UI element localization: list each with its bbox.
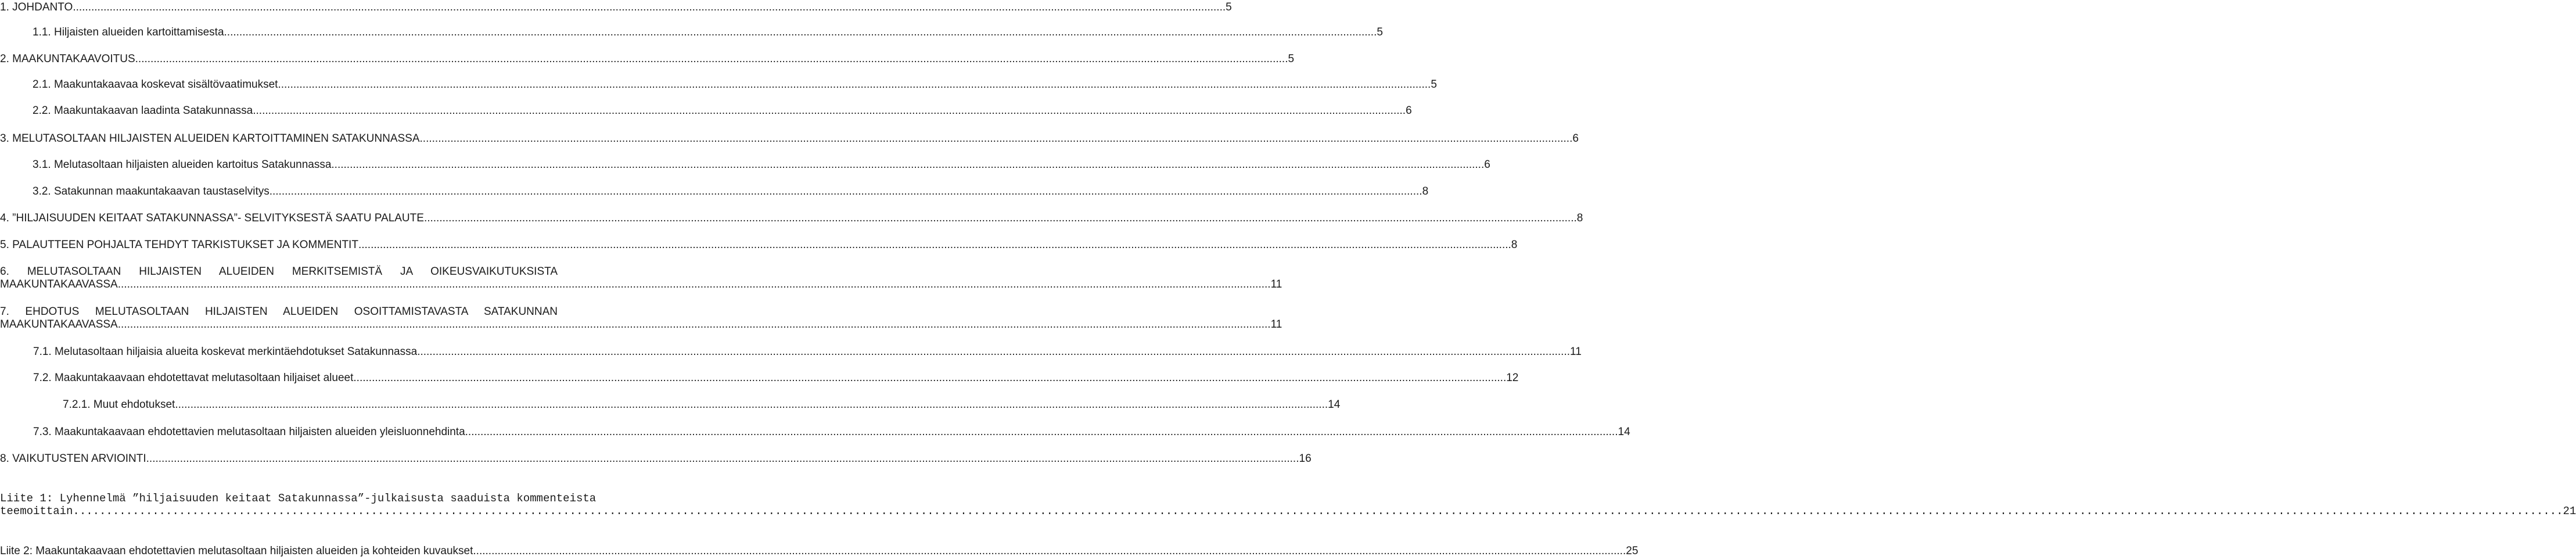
toc-title: MELUTASOLTAAN HILJAISTEN ALUEIDEN KARTOITTAMINEN SATAKUNNASSA <box>12 132 420 145</box>
toc-title: Maakuntakaavaan ehdotettavien melutasoltaan hiljaisten alueiden ja kohteiden kuvaukset <box>35 545 473 557</box>
toc-number: 8. <box>0 453 9 465</box>
toc-title-line2: MAAKUNTAKAAVASSA <box>0 318 118 331</box>
toc-leader <box>73 1 1226 14</box>
toc-title-line1: MELUTASOLTAAN HILJAISTEN ALUEIDEN MERKITSEMISTÄ JA OIKEUSVAIKUTUKSISTA <box>27 265 558 278</box>
toc-title: Maakuntakaavan laadinta Satakunnassa <box>53 105 253 117</box>
toc-page: 6 <box>1572 132 1579 145</box>
toc-page: 25 <box>1626 545 1639 557</box>
toc-number: 6. <box>0 265 9 278</box>
toc-page: 14 <box>1328 399 1341 411</box>
toc-entry-3[interactable] <box>0 132 1579 145</box>
toc-title: Maakuntakaavaan ehdotettavat melutasoltaan hiljaiset alueet <box>54 372 354 384</box>
toc-title: Hiljaisten alueiden kartoittamisesta <box>53 26 224 38</box>
toc-page: 12 <box>1506 372 1519 384</box>
toc-number: 7.1. <box>33 346 52 358</box>
toc-page: 5 <box>1431 78 1437 91</box>
toc-entry-appendix-2[interactable] <box>0 545 1639 558</box>
toc-title-line1: EHDOTUS MELUTASOLTAAN HILJAISTEN ALUEIDEN OSOITTAMISTAVASTA SATAKUNNAN <box>25 306 558 318</box>
toc-page: 5 <box>1377 26 1383 38</box>
toc-entry-7[interactable] <box>0 306 1282 331</box>
toc-entry-2-2[interactable] <box>0 105 1412 117</box>
toc-number: 3.2. <box>33 185 51 198</box>
toc-leader <box>146 453 1299 465</box>
toc-page: 14 <box>1618 426 1630 438</box>
toc-entry-1[interactable] <box>0 1 1232 14</box>
toc-leader <box>73 505 2563 518</box>
toc-leader <box>118 318 1271 331</box>
toc-page: 11 <box>1570 346 1582 358</box>
toc-title-line1: Lyhennelmä ”hiljaisuuden keitaat Satakunnassa”-julkaisusta saaduista kommenteista <box>59 492 597 505</box>
toc-leader <box>224 26 1377 39</box>
toc-title-line2: MAAKUNTAKAAVASSA <box>0 278 118 290</box>
toc-entry-5[interactable] <box>0 239 1518 252</box>
toc-entry-1-1[interactable] <box>0 26 1383 39</box>
toc-entry-7-2-1[interactable] <box>0 399 1341 411</box>
toc-number: 7.3. <box>33 426 52 438</box>
toc-title: Maakuntakaavaan ehdotettavien melutasoltaan hiljaisten alueiden yleisluonnehdinta <box>54 426 465 438</box>
toc-leader <box>424 212 1577 225</box>
toc-page: 16 <box>1299 453 1312 465</box>
toc-entry-6[interactable] <box>0 265 1282 291</box>
toc-number: 7.2.1. <box>63 399 91 411</box>
toc-title: MAAKUNTAKAAVOITUS <box>12 53 135 65</box>
toc-entry-7-3[interactable] <box>0 426 1630 439</box>
toc-entry-7-1[interactable] <box>0 346 1582 358</box>
toc-entry-2-1[interactable] <box>0 78 1437 91</box>
toc-leader <box>278 78 1431 91</box>
toc-leader <box>175 399 1328 411</box>
toc-leader <box>331 159 1484 171</box>
toc-title: ”HILJAISUUDEN KEITAAT SATAKUNNASSA”- SELVITYKSESTÄ SAATU PALAUTE <box>12 212 424 224</box>
toc-title: VAIKUTUSTEN ARVIOINTI <box>12 453 146 465</box>
toc-number: Liite 2: <box>0 545 33 557</box>
toc-title-line2: teemoittain <box>0 505 73 518</box>
toc-page: 8 <box>1576 212 1583 224</box>
toc-leader <box>358 239 1511 252</box>
toc-page: 11 <box>1270 278 1282 290</box>
toc-number: 3. <box>0 132 9 145</box>
toc-number: 1.1. <box>33 26 51 38</box>
toc-page: 8 <box>1511 239 1518 251</box>
toc-leader <box>417 346 1570 358</box>
toc-number: 2.1. <box>33 78 51 91</box>
toc-number: 4. <box>0 212 9 224</box>
toc-leader <box>420 132 1573 145</box>
toc-title: Muut ehdotukset <box>93 399 175 411</box>
toc-entry-4[interactable] <box>0 212 1583 225</box>
toc-number: 5. <box>0 239 9 251</box>
toc-title: Melutasoltaan hiljaisten alueiden kartoitus Satakunnassa <box>53 159 332 171</box>
toc-leader <box>118 278 1271 291</box>
toc-leader <box>253 105 1406 117</box>
toc-title: Satakunnan maakuntakaavan taustaselvitys <box>53 185 270 198</box>
toc-entry-3-2[interactable] <box>0 185 1429 198</box>
toc-number: 3.1. <box>33 159 51 171</box>
toc-page: 5 <box>1226 1 1232 13</box>
toc-number: 2.2. <box>33 105 51 117</box>
toc-number: Liite 1: <box>0 492 53 505</box>
toc-number: 1. <box>0 1 9 13</box>
toc-entry-8[interactable] <box>0 453 1312 465</box>
toc-title: Melutasoltaan hiljaisia alueita koskevat merkintäehdotukset Satakunnassa <box>54 346 418 358</box>
toc-page: 5 <box>1288 53 1295 65</box>
toc-entry-2[interactable] <box>0 53 1295 66</box>
toc-leader <box>270 185 1422 198</box>
toc-title: PALAUTTEEN POHJALTA TEHDYT TARKISTUKSET JA KOMMENTIT <box>12 239 358 251</box>
toc-page: 8 <box>1422 185 1429 198</box>
toc-entry-3-1[interactable] <box>0 159 1490 171</box>
toc-number: 2. <box>0 53 9 65</box>
toc-title: JOHDANTO <box>12 1 73 13</box>
toc-title: Maakuntakaavaa koskevat sisältövaatimukset <box>53 78 278 91</box>
toc-entry-appendix-1[interactable] <box>0 492 2576 518</box>
toc-leader <box>135 53 1288 66</box>
toc-leader <box>465 426 1618 439</box>
toc-page: 11 <box>1270 318 1282 331</box>
toc-page: 6 <box>1406 105 1412 117</box>
toc-page: 21 <box>2563 505 2576 518</box>
toc-number: 7.2. <box>33 372 52 384</box>
toc-page: 6 <box>1484 159 1490 171</box>
toc-entry-7-2[interactable] <box>0 372 1519 385</box>
toc-number: 7. <box>0 306 9 318</box>
toc-leader <box>473 545 1626 558</box>
toc-leader <box>353 372 1506 385</box>
